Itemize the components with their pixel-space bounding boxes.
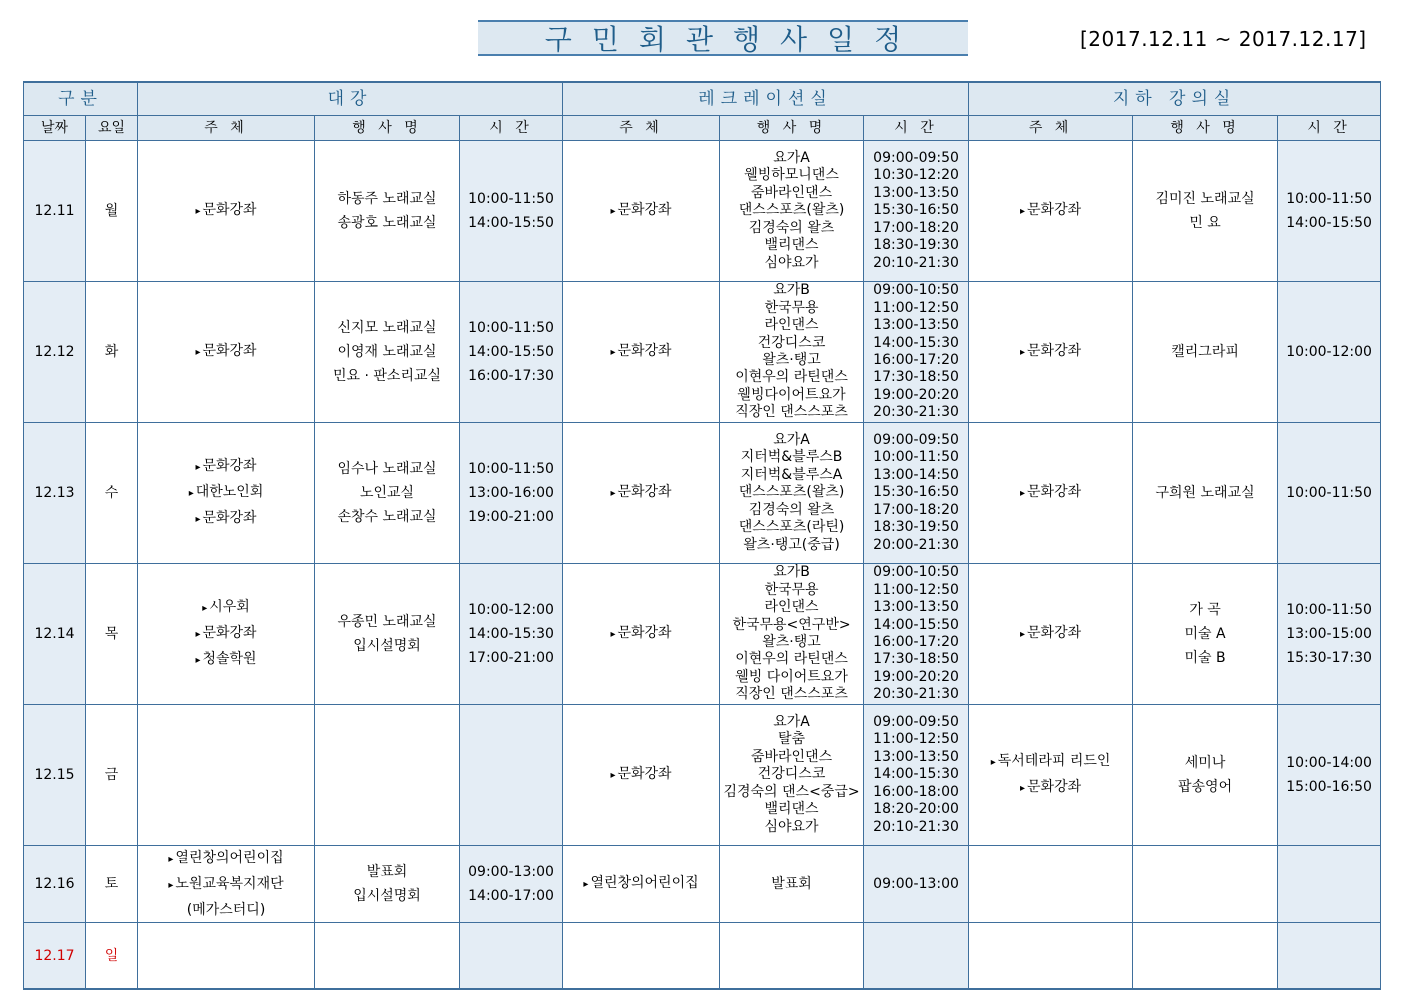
event-cell (1133, 564, 1278, 705)
time-label: 10:00-11:50 (873, 449, 959, 466)
event-label: 지터벅&블루스A (740, 466, 843, 483)
event-cell (720, 141, 864, 282)
event-label: 미술 A (1184, 626, 1226, 642)
event-cell (1133, 705, 1278, 846)
time-label: 10:30-12:20 (873, 167, 959, 184)
event-cell (720, 423, 864, 564)
header-hall-1: 대강 (138, 82, 563, 116)
host-label: ▸ 열린창의어린이집 (138, 846, 314, 872)
event-label: 발표회 (366, 864, 408, 880)
host-cell (563, 705, 720, 846)
title-box (478, 20, 968, 56)
event-cell (315, 846, 460, 923)
time-label: 09:00-10:50 (873, 564, 959, 581)
time-cell (460, 141, 563, 282)
host-label: ▸ 독서테라피 리드인 (969, 749, 1132, 775)
time-label: 19:00-20:20 (873, 386, 959, 403)
event-label: 줌바라인댄스 (750, 184, 833, 201)
header-group: 구분 (24, 82, 138, 116)
host-note: (메가스터디) (186, 902, 266, 918)
host-label: ▸ 문화강좌 (138, 506, 314, 532)
header-hall-3: 지하 강의실 (969, 82, 1381, 116)
time-label: 18:20-20:00 (873, 801, 959, 818)
event-cell (315, 423, 460, 564)
event-label: 직장인 댄스스포츠 (735, 686, 848, 703)
header-host: 주 체 (969, 116, 1133, 141)
event-label: 요가A (773, 714, 810, 731)
time-cell (460, 923, 563, 990)
event-cell (1133, 923, 1278, 990)
event-label: 이영재 노래교실 (337, 344, 437, 360)
event-label: 건강디스코 (757, 334, 826, 351)
event-label: 민 요 (1189, 215, 1221, 231)
event-label: 신지모 노래교실 (337, 320, 437, 336)
time-label: 13:00-13:50 (873, 599, 959, 616)
time-label: 17:00-18:20 (873, 501, 959, 518)
event-label: 댄스스포츠(라틴) (738, 519, 845, 536)
host-label: ▸ 문화강좌 (138, 339, 314, 365)
table-row (24, 282, 1381, 423)
event-label: 하동주 노래교실 (337, 191, 437, 207)
event-label: 탈춤 (778, 731, 806, 748)
event-cell (1133, 282, 1278, 423)
event-label: 왈츠·탱고 (762, 634, 821, 650)
event-label: 요가B (773, 564, 810, 581)
time-label: 13:00-13:50 (873, 184, 959, 201)
time-cell (864, 423, 969, 564)
event-label: 라인댄스 (764, 317, 819, 334)
time-cell (1278, 282, 1381, 423)
time-label: 10:00-11:50 (1286, 191, 1372, 207)
time-label: 09:00-13:00 (873, 876, 959, 892)
header-event: 행 사 명 (1133, 116, 1278, 141)
time-cell (1278, 141, 1381, 282)
event-label: 웰빙하모니댄스 (744, 167, 839, 184)
host-label: ▸ 시우회 (138, 595, 314, 621)
event-cell (720, 705, 864, 846)
event-label: 구희원 노래교실 (1155, 485, 1255, 501)
time-cell (1278, 846, 1381, 923)
event-cell (315, 282, 460, 423)
event-label: 이현우의 라틴댄스 (735, 369, 848, 386)
event-label: 웰빙 다이어트요가 (735, 668, 848, 685)
date-range: [2017.12.11 ~ 2017.12.17] (1080, 27, 1367, 51)
time-cell (1278, 564, 1381, 705)
table-row (24, 846, 1381, 923)
page-title: 구민회관행사일정 (544, 23, 922, 56)
table-row (24, 923, 1381, 990)
time-label: 14:00-15:30 (873, 334, 959, 351)
event-label: 입시설명회 (353, 638, 421, 654)
host-label: ▸ 문화강좌 (563, 621, 719, 647)
time-label: 14:00-15:30 (873, 766, 959, 783)
time-label: 20:10-21:30 (873, 818, 959, 835)
header-hall-2: 레크레이션실 (563, 82, 969, 116)
event-label: 지터벅&블루스B (740, 449, 843, 466)
event-cell (315, 564, 460, 705)
event-label: 직장인 댄스스포츠 (735, 404, 848, 421)
dow-cell: 수 (86, 423, 138, 564)
dow-cell: 일 (86, 923, 138, 990)
time-label: 20:30-21:30 (873, 404, 959, 421)
time-cell (1278, 705, 1381, 846)
table-row (24, 705, 1381, 846)
header-time: 시 간 (864, 116, 969, 141)
time-cell (864, 141, 969, 282)
event-label: 미술 B (1184, 650, 1226, 666)
host-label: ▸ 대한노인회 (138, 480, 314, 506)
event-label: 밸리댄스 (764, 801, 819, 818)
event-label: 왈츠·탱고 (762, 352, 821, 368)
host-cell (138, 282, 315, 423)
host-label: ▸ 문화강좌 (563, 480, 719, 506)
host-cell (969, 423, 1133, 564)
dow-cell: 월 (86, 141, 138, 282)
time-label: 10:00-11:50 (468, 461, 554, 477)
header-row-columns (24, 116, 1381, 141)
event-label: 심야요가 (764, 818, 819, 835)
time-cell (460, 564, 563, 705)
time-label: 14:00-15:50 (468, 215, 554, 231)
event-label: 댄스스포츠(왈츠) (738, 484, 845, 501)
header-host: 주 체 (563, 116, 720, 141)
time-label: 09:00-09:50 (873, 432, 959, 449)
time-cell (460, 282, 563, 423)
time-cell (460, 705, 563, 846)
host-cell (138, 846, 315, 923)
time-label: 14:00-15:50 (873, 616, 959, 633)
time-cell (460, 846, 563, 923)
event-label: 요가A (773, 150, 810, 167)
time-label: 19:00-21:00 (468, 509, 554, 525)
time-label: 17:00-21:00 (468, 650, 554, 666)
schedule-table (23, 81, 1381, 990)
header-time: 시 간 (460, 116, 563, 141)
event-label: 줌바라인댄스 (750, 748, 833, 765)
time-label: 17:00-18:20 (873, 219, 959, 236)
event-label: 한국무용 (764, 581, 819, 598)
event-cell (720, 282, 864, 423)
event-label: 이현우의 라틴댄스 (735, 651, 848, 668)
event-label: 가 곡 (1189, 602, 1221, 618)
time-label: 10:00-14:00 (1286, 755, 1372, 771)
header-time: 시 간 (1278, 116, 1381, 141)
event-label: 손창수 노래교실 (337, 509, 437, 525)
time-cell (864, 564, 969, 705)
event-label: 한국무용 (764, 299, 819, 316)
time-label: 14:00-15:30 (468, 626, 554, 642)
event-cell (315, 141, 460, 282)
time-label: 13:00-13:50 (873, 748, 959, 765)
time-label: 11:00-12:50 (873, 731, 959, 748)
time-cell (864, 923, 969, 990)
header-event: 행 사 명 (720, 116, 864, 141)
dow-cell: 토 (86, 846, 138, 923)
time-label: 10:00-11:50 (468, 191, 554, 207)
time-label: 16:00-18:00 (873, 783, 959, 800)
host-cell (969, 923, 1133, 990)
host-cell (563, 282, 720, 423)
time-label: 13:00-15:00 (1286, 626, 1372, 642)
host-cell (138, 923, 315, 990)
time-label: 10:00-12:00 (1286, 344, 1372, 360)
time-label: 20:10-21:30 (873, 254, 959, 271)
event-label: 김경숙의 왈츠 (748, 219, 835, 236)
event-label: 김경숙의 왈츠 (748, 501, 835, 518)
event-label: 캘리그라피 (1171, 344, 1239, 360)
host-label: ▸ 문화강좌 (138, 454, 314, 480)
event-label: 요가A (773, 432, 810, 449)
time-label: 15:30-17:30 (1286, 650, 1372, 666)
host-cell (563, 564, 720, 705)
event-cell (315, 705, 460, 846)
header-dow: 요일 (86, 116, 138, 141)
time-label: 20:00-21:30 (873, 536, 959, 553)
date-cell: 12.13 (24, 423, 86, 564)
host-cell (138, 423, 315, 564)
header-event: 행 사 명 (315, 116, 460, 141)
host-label: ▸ 노원교육복지재단 (138, 872, 314, 898)
host-label: ▸ 문화강좌 (138, 621, 314, 647)
event-label: 왈츠·탱고(중급) (743, 536, 840, 553)
time-label: 15:00-16:50 (1286, 779, 1372, 795)
host-cell (138, 705, 315, 846)
date-cell: 12.17 (24, 923, 86, 990)
time-label: 18:30-19:50 (873, 519, 959, 536)
time-label: 17:30-18:50 (873, 369, 959, 386)
time-label: 10:00-12:00 (468, 602, 554, 618)
event-label: 발표회 (771, 876, 812, 892)
event-cell (315, 923, 460, 990)
host-label: ▸ 문화강좌 (563, 339, 719, 365)
host-label: ▸ 열린창의어린이집 (563, 871, 719, 897)
time-label: 13:00-16:00 (468, 485, 554, 501)
time-label: 09:00-13:00 (468, 864, 554, 880)
time-label: 09:00-09:50 (873, 714, 959, 731)
event-label: 라인댄스 (764, 599, 819, 616)
host-label: ▸ 문화강좌 (563, 198, 719, 224)
time-label: 15:30-16:50 (873, 202, 959, 219)
time-label: 10:00-11:50 (1286, 485, 1372, 501)
host-cell (969, 141, 1133, 282)
time-label: 13:00-14:50 (873, 466, 959, 483)
time-label: 16:00-17:20 (873, 352, 959, 368)
time-cell (1278, 423, 1381, 564)
time-label: 14:00-17:00 (468, 888, 554, 904)
header-row-halls (24, 82, 1381, 116)
dow-cell: 금 (86, 705, 138, 846)
time-cell (1278, 923, 1381, 990)
dow-cell: 화 (86, 282, 138, 423)
event-label: 요가B (773, 282, 810, 299)
event-label: 임수나 노래교실 (337, 461, 437, 477)
host-cell (563, 846, 720, 923)
host-cell (969, 846, 1133, 923)
host-cell (138, 141, 315, 282)
host-label: ▸ 문화강좌 (969, 339, 1132, 365)
event-label: 건강디스코 (757, 766, 826, 783)
time-label: 19:00-20:20 (873, 668, 959, 685)
event-label: 송광호 노래교실 (337, 215, 437, 231)
time-label: 10:00-11:50 (1286, 602, 1372, 618)
date-cell: 12.11 (24, 141, 86, 282)
host-label: ▸ 문화강좌 (969, 775, 1132, 801)
event-label: 세미나 (1184, 755, 1226, 771)
event-label: 우종민 노래교실 (337, 614, 437, 630)
date-cell: 12.16 (24, 846, 86, 923)
date-cell: 12.15 (24, 705, 86, 846)
host-label: ▸ 문화강좌 (563, 762, 719, 788)
time-label: 16:00-17:30 (468, 368, 554, 384)
event-label: 한국무용<연구반> (732, 616, 851, 633)
time-label: 09:00-10:50 (873, 282, 959, 299)
time-cell (864, 846, 969, 923)
time-label: 18:30-19:30 (873, 237, 959, 254)
time-label: 15:30-16:50 (873, 484, 959, 501)
event-cell (720, 846, 864, 923)
host-cell (969, 282, 1133, 423)
date-cell: 12.12 (24, 282, 86, 423)
time-cell (460, 423, 563, 564)
event-cell (1133, 846, 1278, 923)
time-label: 10:00-11:50 (468, 320, 554, 336)
header-host: 주 체 (138, 116, 315, 141)
host-label: ▸ 문화강좌 (969, 480, 1132, 506)
time-label: 13:00-13:50 (873, 317, 959, 334)
host-label: ▸ 문화강좌 (969, 198, 1132, 224)
host-cell (563, 923, 720, 990)
event-label: 민요 · 판소리교실 (333, 368, 442, 384)
header-date: 날짜 (24, 116, 86, 141)
host-label: ▸ 청솔학원 (138, 647, 314, 673)
time-cell (864, 282, 969, 423)
event-cell (1133, 423, 1278, 564)
event-label: 심야요가 (764, 254, 819, 271)
time-label: 17:30-18:50 (873, 651, 959, 668)
host-cell (969, 705, 1133, 846)
event-cell (720, 923, 864, 990)
event-label: 입시설명회 (353, 888, 421, 904)
host-cell (563, 141, 720, 282)
time-label: 20:30-21:30 (873, 686, 959, 703)
time-label: 09:00-09:50 (873, 150, 959, 167)
event-label: 노인교실 (359, 485, 415, 501)
dow-cell: 목 (86, 564, 138, 705)
host-cell (138, 564, 315, 705)
event-label: 김미진 노래교실 (1155, 191, 1255, 207)
host-label: ▸ 문화강좌 (969, 621, 1132, 647)
table-row (24, 423, 1381, 564)
time-cell (864, 705, 969, 846)
time-label: 14:00-15:50 (1286, 215, 1372, 231)
host-cell (563, 423, 720, 564)
event-label: 밸리댄스 (764, 237, 819, 254)
time-label: 14:00-15:50 (468, 344, 554, 360)
event-cell (720, 564, 864, 705)
event-label: 댄스스포츠(왈츠) (738, 202, 845, 219)
host-cell (969, 564, 1133, 705)
event-cell (1133, 141, 1278, 282)
event-label: 김경숙의 댄스<중급> (723, 783, 860, 800)
time-label: 11:00-12:50 (873, 581, 959, 598)
event-label: 팝송영어 (1178, 779, 1233, 795)
event-label: 웰빙다이어트요가 (737, 386, 846, 403)
host-label: ▸ 문화강좌 (138, 198, 314, 224)
table-row (24, 141, 1381, 282)
date-cell: 12.14 (24, 564, 86, 705)
table-row (24, 564, 1381, 705)
time-label: 11:00-12:50 (873, 299, 959, 316)
time-label: 16:00-17:20 (873, 634, 959, 650)
